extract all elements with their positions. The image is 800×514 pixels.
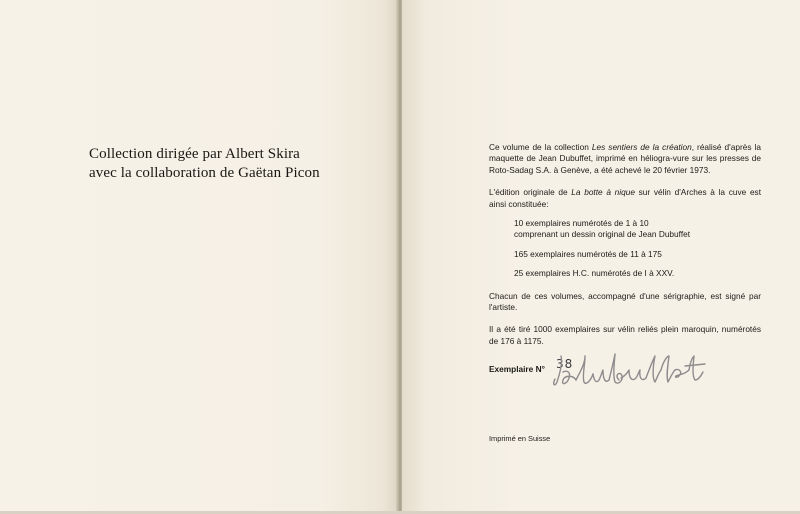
- print-run-note: Il a été tiré 1000 exemplaires sur vélin reliés plein maroquin, numérotés de 176 à 1175.: [489, 324, 761, 346]
- edition-list: [514, 218, 761, 280]
- signature-drawing: [549, 342, 719, 392]
- copy-number: 38: [556, 357, 574, 372]
- edition-suffix: sur vélin d'Arches à la cuve est ainsi constituée:: [489, 187, 762, 209]
- edition-item-line: 25 exemplaires H.C. numérotés de I à XXV.: [514, 268, 675, 279]
- copy-number-label: Exemplaire N°: [489, 364, 545, 375]
- collection-title: Les sentiers de la création: [591, 142, 692, 152]
- serigraphy-note: Chacun de ces volumes, accompagné d'une sérigraphie, est signé par l'artiste.: [489, 290, 761, 313]
- edition-item-line: 165 exemplaires numérotés de 11 à 175: [514, 248, 662, 259]
- artist-signature: [549, 342, 719, 392]
- printed-in-note: Imprimé en Suisse: [489, 434, 551, 443]
- series-credit: [89, 145, 320, 183]
- intro-suffix: , réalisé d'après la maquette de Jean Dubuffet, imprimé en héliogra-vure sur les presses de Roto-Sadag S.A. à Genève, a été achevé le 20 février 1973.: [489, 142, 762, 175]
- edition-item: [514, 249, 761, 260]
- edition-item-detail: comprenant un dessin original de Jean Dubuffet: [514, 229, 691, 240]
- edition-item: [514, 218, 761, 241]
- edition-prefix: L'édition originale de: [489, 187, 572, 198]
- colophon-intro: [489, 142, 761, 176]
- book-title: La botte à nique: [571, 187, 635, 198]
- series-credit-line-1: Collection dirigée par Albert Skira: [89, 146, 300, 162]
- left-page: [0, 0, 398, 514]
- edition-item-line: 10 exemplaires numérotés de 1 à 10: [514, 218, 649, 229]
- edition-statement: [489, 187, 761, 210]
- series-credit-line-2: avec la collaboration de Gaëtan Picon: [89, 165, 320, 181]
- edition-item: [514, 268, 761, 279]
- intro-prefix: Ce volume de la collection: [489, 142, 592, 152]
